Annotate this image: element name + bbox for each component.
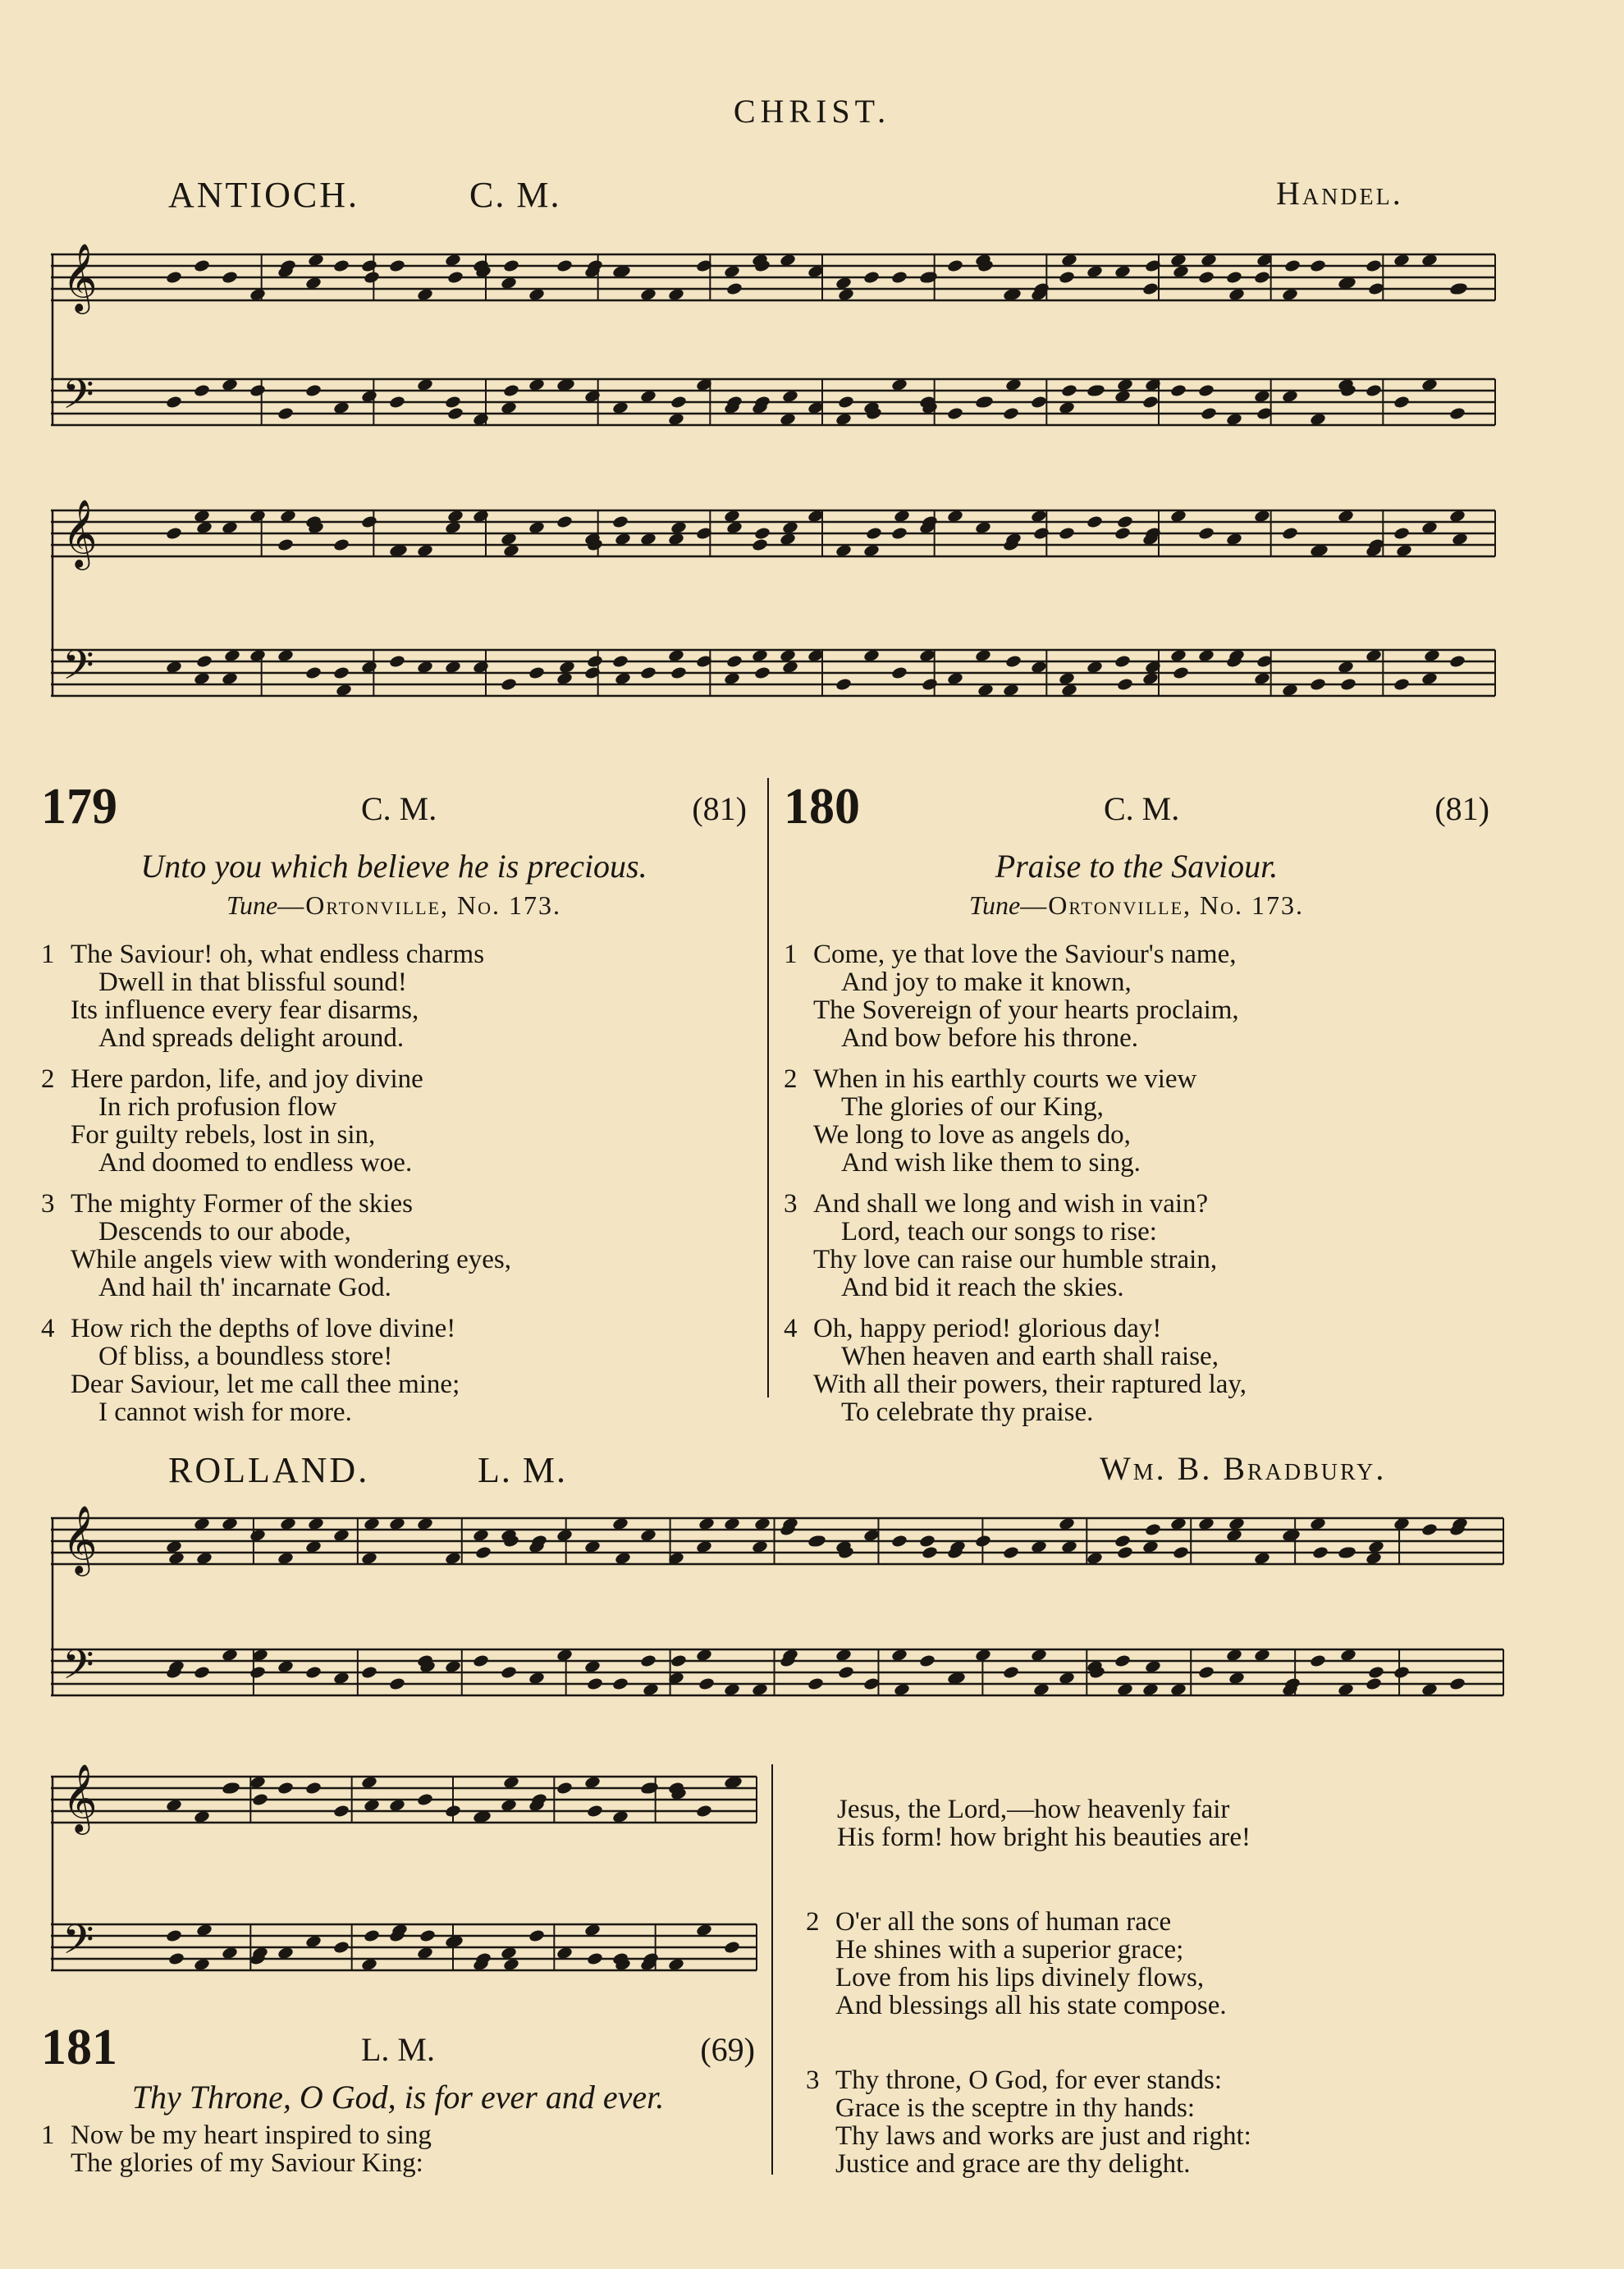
notehead [446, 406, 464, 420]
verse-line: To celebrate thy praise. [841, 1398, 1094, 1427]
notehead [1225, 270, 1242, 284]
notehead [862, 1677, 880, 1690]
verse-line: And bow before his throne. [841, 1023, 1139, 1053]
notehead [1197, 526, 1215, 540]
notehead [1172, 1545, 1189, 1559]
notehead [304, 666, 322, 679]
verse-line: With all their powers, their raptured lay, [813, 1370, 1247, 1399]
verse-line: 2 Here pardon, life, and joy divine [41, 1064, 423, 1094]
notehead [388, 395, 405, 409]
notehead [1030, 395, 1047, 409]
hymn-180 [784, 778, 1489, 1439]
notehead [1114, 654, 1131, 668]
stanza-list [41, 2121, 755, 2177]
hymn-number: 180 [784, 779, 860, 835]
notehead [502, 383, 519, 397]
verse-line: The Sovereign of your hearts proclaim, [813, 995, 1239, 1025]
notehead [921, 1545, 938, 1559]
notehead [1058, 270, 1075, 284]
notehead [528, 666, 545, 679]
verse-line: 3 Thy throne, O God, for ever stands: [806, 2065, 1223, 2095]
verse-line: 1 Now be my heart inspired to sing [41, 2120, 432, 2150]
notehead [474, 1545, 492, 1559]
notehead [1448, 1677, 1466, 1690]
notehead [1197, 383, 1215, 397]
tune-composer-rolland: Wm. B. Bradbury. [1100, 1450, 1387, 1487]
treble-clef-icon: 𝄞 [62, 242, 98, 311]
verse-line: 3 And shall we long and wish in vain? [784, 1189, 1209, 1219]
stanza [41, 1065, 747, 1177]
hymn-number: 179 [41, 779, 117, 835]
notehead [332, 1940, 350, 1954]
verse-line: And bid it reach the skies. [841, 1273, 1124, 1302]
verse-line: Grace is the sceptre in thy hands: [835, 2093, 1196, 2123]
bass-clef-icon: 𝄢 [62, 1641, 94, 1699]
verse-line: I cannot wish for more. [98, 1398, 352, 1427]
notehead [1116, 1545, 1133, 1559]
notehead [304, 1781, 322, 1795]
verse-line: Thy laws and works are just and right: [835, 2121, 1251, 2151]
notehead [251, 1792, 268, 1806]
tune-label: Tune [226, 890, 278, 920]
notehead [974, 1534, 991, 1548]
stanza [784, 1190, 1489, 1301]
notehead [753, 666, 771, 679]
verse-line: His form! how bright his beauties are! [837, 1823, 1251, 1852]
notehead [751, 538, 768, 551]
notehead [639, 1654, 656, 1667]
notehead [807, 1677, 824, 1690]
stanza [784, 1065, 1489, 1177]
notehead [753, 526, 771, 540]
notehead [1116, 677, 1133, 691]
verse-line: 2 O'er all the sons of human race [806, 1907, 1172, 1937]
notehead [388, 258, 405, 272]
notehead [1141, 395, 1159, 409]
notehead [167, 1951, 185, 1965]
notehead [1311, 1545, 1329, 1559]
notehead [249, 1665, 266, 1679]
notehead [1367, 1665, 1384, 1679]
page-title: CHRIST. [733, 93, 891, 130]
notehead [837, 1665, 854, 1679]
notehead [1114, 1534, 1131, 1548]
notehead [1086, 515, 1103, 528]
system-1-bass-staff [51, 379, 1495, 425]
notehead [165, 270, 182, 284]
notehead [165, 1928, 182, 1942]
notehead [1060, 383, 1077, 397]
bass-clef-icon: 𝄢 [62, 642, 94, 699]
notehead [1365, 258, 1382, 272]
notehead [1004, 654, 1022, 668]
hymn-subtitle: Praise to the Saviour. [995, 848, 1279, 885]
notehead [946, 406, 963, 420]
notehead [1144, 1522, 1161, 1536]
notehead [890, 1534, 908, 1548]
notehead [363, 1928, 380, 1942]
notehead [725, 281, 743, 295]
tune-name-antioch: ANTIOCH. [168, 175, 359, 215]
notehead [360, 1665, 377, 1679]
verse-line: And spreads delight around. [98, 1023, 405, 1053]
notehead [586, 1951, 603, 1965]
notehead [332, 666, 350, 679]
notehead [611, 515, 629, 528]
verse-line: And doomed to endless woe. [98, 1148, 413, 1178]
system-1-treble-staff [51, 254, 1495, 300]
notehead [1393, 395, 1410, 409]
notehead [165, 526, 182, 540]
notehead [890, 526, 908, 540]
verse-line: When heaven and earth shall raise, [841, 1342, 1219, 1371]
notehead [500, 1665, 517, 1679]
notehead [862, 270, 880, 284]
notehead [165, 395, 182, 409]
notehead [586, 654, 603, 668]
hymn-meter: C. M. [1104, 790, 1180, 827]
verse-line: Of bliss, a boundless store! [98, 1342, 393, 1371]
verse-line: And wish like them to sing. [841, 1148, 1141, 1178]
notehead [1309, 1654, 1326, 1667]
notehead [304, 383, 322, 397]
system-2-treble-staff [51, 510, 1495, 556]
system-2-bass-staff [51, 650, 1495, 696]
notehead [472, 1654, 489, 1667]
notehead [1114, 526, 1131, 540]
column-divider [767, 778, 769, 1398]
notehead [193, 258, 210, 272]
notehead [1283, 258, 1301, 272]
tune-reference: —Ortonville, No. 173. [1020, 890, 1305, 920]
tune-reference: —Ortonville, No. 173. [277, 890, 562, 920]
notehead [921, 677, 938, 691]
notehead [446, 270, 464, 284]
notehead [1197, 1665, 1215, 1679]
verse-line: 1 The Saviour! oh, what endless charms [41, 940, 485, 969]
antioch-staves [51, 215, 1495, 773]
verse-line: The glories of my Saviour King: [71, 2148, 423, 2178]
system-3-treble-staff [51, 1518, 1503, 1564]
notehead [670, 666, 687, 679]
hymn-181-stanza-2 [806, 1908, 1227, 2020]
verse-line: We long to love as angels do, [813, 1120, 1131, 1150]
notehead [698, 1677, 715, 1690]
notehead [332, 1804, 350, 1818]
notehead [502, 258, 519, 272]
hymn-subtitle: Unto you which believe he is precious. [140, 848, 647, 885]
notehead [1393, 1665, 1410, 1679]
treble-clef-icon: 𝄞 [62, 1504, 98, 1573]
stanza [784, 940, 1489, 1052]
notehead [556, 1781, 573, 1795]
tune-meter-antioch: C. M. [469, 175, 561, 215]
notehead [419, 1928, 436, 1942]
hymn-subtitle: Thy Throne, O God, is for ever and ever. [131, 2079, 665, 2116]
hymn-number: 181 [41, 2020, 117, 2075]
hymn-reference: (81) [692, 790, 747, 827]
stanza-list [784, 940, 1489, 1426]
notehead [1032, 526, 1050, 540]
notehead [304, 1665, 322, 1679]
notehead [1169, 383, 1187, 397]
bass-clef-icon: 𝄢 [62, 1916, 94, 1974]
notehead [363, 270, 380, 284]
notehead [1172, 666, 1189, 679]
tune-composer-antioch: Handel. [1276, 175, 1403, 212]
notehead [1339, 677, 1356, 691]
notehead [1281, 526, 1298, 540]
notehead [1114, 1654, 1131, 1667]
notehead [1058, 526, 1075, 540]
verse-line: The glories of our King, [841, 1092, 1104, 1122]
verse-line: Descends to our abode, [98, 1217, 351, 1247]
music-score-rolland [51, 1494, 1503, 2019]
notehead [195, 654, 213, 668]
notehead [918, 1654, 936, 1667]
verse-line: Thy love can raise our humble strain, [813, 1245, 1218, 1274]
notehead [670, 1654, 687, 1667]
notehead [1365, 1677, 1382, 1690]
notehead [1365, 383, 1382, 397]
verse-line: He shines with a superior grace; [835, 1935, 1184, 1965]
hymn-reference: (81) [1434, 790, 1489, 827]
column-divider [771, 1764, 773, 2175]
hymn-tune-line [784, 890, 1489, 921]
notehead [444, 395, 461, 409]
verse-line: Jesus, the Lord,—how heavenly fair [837, 1795, 1230, 1824]
verse-line: 4 Oh, happy period! glorious day! [784, 1314, 1162, 1343]
notehead [890, 666, 908, 679]
notehead [946, 258, 963, 272]
notehead [1002, 1545, 1019, 1559]
hymn-reference: (69) [700, 2031, 755, 2068]
notehead [1002, 406, 1019, 420]
bass-clef-icon: 𝄢 [62, 371, 94, 428]
treble-clef-icon: 𝄞 [62, 1763, 98, 1832]
notehead [837, 395, 854, 409]
notehead [1200, 406, 1217, 420]
notehead [586, 1677, 603, 1690]
notehead [1393, 677, 1410, 691]
notehead [918, 1534, 936, 1548]
music-score-antioch [51, 215, 1495, 773]
notehead [586, 1804, 603, 1818]
verse-line: 1 Come, ye that love the Saviour's name, [784, 940, 1237, 969]
verse-line: Justice and grace are thy delight. [835, 2149, 1191, 2179]
verse-line: Love from his lips divinely flows, [835, 1963, 1205, 1992]
notehead [611, 1677, 629, 1690]
stanza [784, 1315, 1489, 1426]
notehead [1197, 270, 1215, 284]
verse-line: For guilty rebels, lost in sin, [71, 1120, 376, 1150]
hymn-181-stanza-3 [806, 2066, 1251, 2178]
notehead [1309, 677, 1326, 691]
notehead [1448, 406, 1466, 420]
hymn-181-head [41, 2019, 755, 2177]
verse-line: Lord, teach our songs to rise: [841, 1217, 1157, 1247]
verse-line: Its influence every fear disarms, [71, 995, 419, 1025]
notehead [277, 406, 294, 420]
notehead [1253, 270, 1270, 284]
stanza-list [41, 940, 747, 1426]
verse-line: 3 The mighty Former of the skies [41, 1189, 414, 1219]
hymn-tune-line [41, 890, 747, 921]
verse-line: 4 How rich the depths of love divine! [41, 1314, 456, 1343]
treble-clef-icon: 𝄞 [62, 498, 98, 567]
hymn-meter: C. M. [361, 790, 437, 827]
notehead [611, 654, 629, 668]
notehead [723, 1940, 740, 1954]
tune-meter-rolland: L. M. [478, 1450, 567, 1490]
notehead [670, 395, 687, 409]
verse-line: In rich profusion flow [98, 1092, 337, 1122]
stanza [41, 1315, 747, 1426]
notehead [221, 270, 238, 284]
notehead [193, 1665, 210, 1679]
tune-name-rolland: ROLLAND. [168, 1450, 370, 1490]
notehead [277, 538, 294, 551]
notehead [639, 666, 656, 679]
stanza [41, 940, 747, 1052]
notehead [500, 677, 517, 691]
stanza [41, 1190, 747, 1301]
notehead [332, 258, 350, 272]
notehead [193, 383, 210, 397]
notehead [277, 1781, 294, 1795]
notehead [835, 677, 852, 691]
hymn-meter: L. M. [361, 2031, 435, 2068]
notehead [1420, 1522, 1438, 1536]
notehead [1002, 1665, 1019, 1679]
notehead [556, 258, 573, 272]
notehead [1393, 526, 1410, 540]
notehead [388, 654, 405, 668]
tune-label: Tune [968, 890, 1021, 920]
verse-line: Dwell in that blissful sound! [98, 968, 407, 997]
verse-line: 2 When in his earthly courts we view [784, 1064, 1197, 1094]
verse-line: While angels view with wondering eyes, [71, 1245, 512, 1274]
notehead [388, 1677, 405, 1690]
verse-line: Dear Saviour, let me call thee mine; [71, 1370, 460, 1399]
notehead [1448, 654, 1466, 668]
notehead [725, 654, 743, 668]
verse-line: And hail th' incarnate God. [98, 1273, 391, 1302]
rolland-staves [51, 1494, 1503, 2019]
notehead [528, 1928, 545, 1942]
notehead [865, 526, 882, 540]
notehead [249, 383, 266, 397]
hymn-179 [41, 778, 747, 1439]
notehead [360, 515, 377, 528]
notehead [890, 270, 908, 284]
verse-line: And blessings all his state compose. [835, 1991, 1227, 2020]
notehead [444, 1804, 461, 1818]
notehead [1309, 258, 1326, 272]
notehead [1141, 281, 1159, 295]
notehead [332, 538, 350, 551]
notehead [360, 258, 377, 272]
verse-line: And joy to make it known, [841, 968, 1132, 997]
notehead [1116, 515, 1133, 528]
notehead [556, 515, 573, 528]
hymn-181-continuation [837, 1796, 1251, 1851]
notehead [695, 1804, 712, 1818]
notehead [416, 1792, 433, 1806]
